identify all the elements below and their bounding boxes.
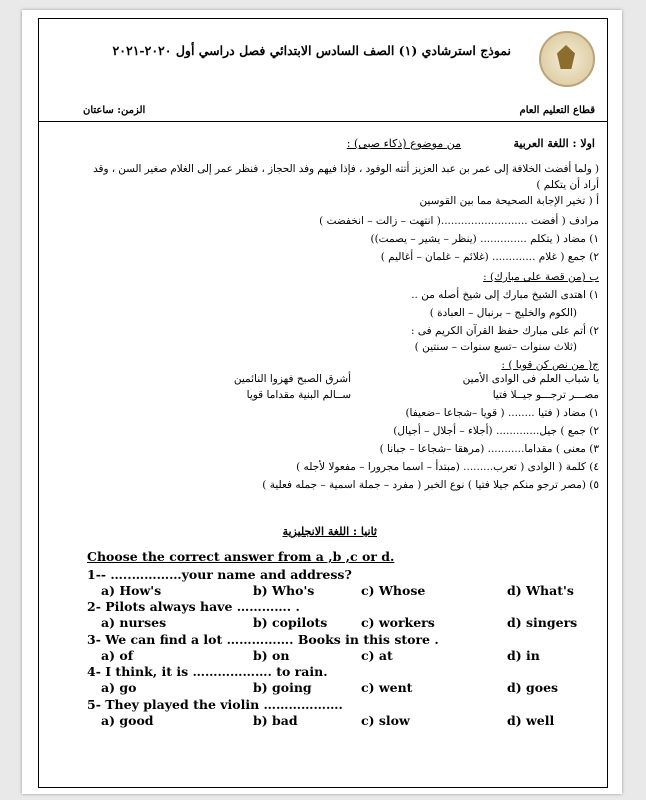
q2-option-a: a) nurses: [101, 615, 167, 630]
q3-option-b: b) on: [253, 648, 290, 663]
b-item-3: ٢) أتم على مبارك حفظ القرآن الكريم فى :: [410, 325, 599, 337]
english-instruction: Choose the correct answer from a ,b ,c or d.: [87, 549, 395, 564]
q3-option-c: c) at: [361, 648, 393, 663]
question-2: 2- Pilots always have …………. .: [87, 599, 300, 614]
sector-label: قطاع التعليم العام: [519, 105, 595, 116]
q2-option-d: d) singers: [507, 615, 578, 630]
q4-option-c: c) went: [361, 680, 413, 695]
q4-option-d: d) goes: [507, 680, 559, 695]
q1-option-c: c) Whose: [361, 583, 426, 598]
passage-line-1: ( ولما أفضت الخلافة إلى عمر بن عبد العزيز أتته الوفود ، فإذا فيهم وفد الحجاز ، فنظر عمر إلى الغلام صغير السن ، وقد: [93, 163, 599, 175]
time-label: الزمن: ساعتان: [83, 105, 146, 116]
b-label: ب (من قصة على مبارك) :: [483, 271, 599, 283]
q2-option-c: c) workers: [361, 615, 435, 630]
q5-option-b: b) bad: [253, 713, 298, 728]
b-item-4: (ثلاث سنوات –تسع سنوات – سنتين ): [414, 341, 577, 353]
poem-line-4: ســالم البنية مقداما قويا: [246, 389, 351, 401]
page-frame: [38, 18, 608, 788]
passage-line-2: أراد أن يتكلم ): [536, 179, 599, 191]
q5-option-a: a) good: [101, 713, 154, 728]
a-item-1: مرادف ( أفضت ..........................( انتهت – زالت – انخفضت ): [319, 215, 599, 227]
arabic-section-topic: من موضوع (ذكاء صبى) :: [346, 137, 461, 150]
q1-option-d: d) What's: [507, 583, 574, 598]
question-3: 3- We can find a lot ……………. Books in this store .: [87, 632, 439, 647]
header-divider: [39, 121, 607, 122]
q2-option-b: b) copilots: [253, 615, 328, 630]
q5-option-d: d) well: [507, 713, 555, 728]
poem-line-2: أشرق الصبح فهزوا النائمين: [233, 373, 351, 385]
ministry-logo-icon: [539, 31, 595, 87]
q4-option-a: a) go: [101, 680, 137, 695]
q1-option-b: b) Who's: [253, 583, 315, 598]
exam-title: نموذج استرشادي (١) الصف السادس الابتدائي فصل دراسي أول ٢٠٢٠-٢٠٢١: [112, 43, 511, 58]
question-1: 1-- …..…………your name and address?: [87, 567, 352, 582]
q4-option-b: b) going: [253, 680, 312, 695]
c-item-4: ٤) كلمة ( الوادى ( تعرب......... (مبتدأ – اسما مجرورا – مفعولا لأجله ): [296, 461, 599, 473]
b-item-1: ١) اهتدى الشيخ مبارك إلى شيخ أصله من ..: [411, 289, 599, 301]
c-label: ج( من نص كن قويا ) :: [501, 359, 599, 371]
a-item-2: ١) مضاد ( يتكلم .............. (ينظر – يشير – يصمت)): [370, 233, 599, 245]
q3-option-a: a) of: [101, 648, 134, 663]
c-item-3: ٣) معنى ) مقداما........... (مرهقا –شجاعا – جبانا ): [379, 443, 599, 455]
q3-option-d: d) in: [507, 648, 540, 663]
question-4: 4- I think, it is ………………. to rain.: [87, 664, 328, 679]
exam-paper: [22, 10, 622, 794]
a-instruction: أ ( تخير الإجابة الصحيحة مما بين القوسين: [419, 195, 599, 207]
a-item-3: ٢) جمع ( غلام ............. (غلائم – غلمان – أغاليم ): [380, 251, 599, 263]
question-5: 5- They played the violin ……………….: [87, 697, 343, 712]
poem-line-3: مصـــر ترجـــو جيــلا فتيا: [492, 389, 599, 401]
b-item-2: (الكوم والخليج – برنبال – العبادة ): [429, 307, 577, 319]
c-item-5: ٥) (مصر ترجو منكم جيلا فتيا ) نوع الخبر ( مفرد – جملة اسمية – جمله فعلية ): [262, 479, 599, 491]
poem-line-1: يا شباب العلم فى الوادى الأمين: [462, 373, 599, 385]
arabic-section-label: اولا : اللغة العربية: [513, 137, 595, 150]
c-item-2: ٢) جمع ) جيل............. (أجلاء – أجلال – أجيال): [393, 425, 599, 437]
q5-option-c: c) slow: [361, 713, 410, 728]
c-item-1: ١) مضاد ( فتيا ........ ( قويا –شجاعا –ضعيفا): [405, 407, 599, 419]
english-section-label: ثانيا : اللغة الانجليزية: [282, 525, 377, 538]
q1-option-a: a) How's: [101, 583, 162, 598]
